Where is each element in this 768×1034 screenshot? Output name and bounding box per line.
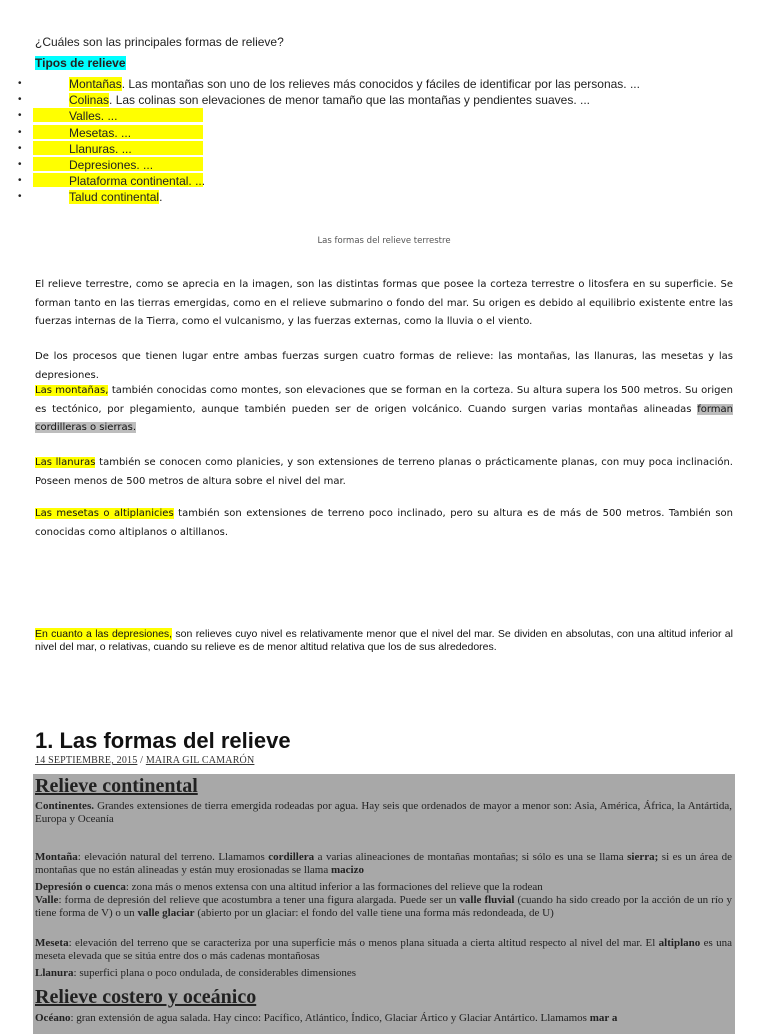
bullet-icon: • xyxy=(18,78,22,89)
term-label: mar a xyxy=(589,1012,618,1024)
forces-paragraph: De los procesos que tienen lugar entre ambas fuerzas surgen cuatro formas de relieve: las montañas, las llanuras, las mesetas y las depresiones. xyxy=(35,351,733,381)
term-definition: : gran extensión de agua salada. Hay cinco: Pacífico, Atlántico, Índico, Glaciar Ártico y Glaciar Antártico. Llamamos xyxy=(70,1012,590,1024)
oceano-entry xyxy=(35,1012,732,1025)
term-definition: : elevación natural del terreno. Llamamos xyxy=(77,851,269,863)
term-definition: : forma de depresión del relieve que acostumbra a tener una figura alargada. Puede ser un xyxy=(58,894,460,906)
meseta-entry xyxy=(35,937,732,963)
article-date-link[interactable]: 14 SEPTIEMBRE, 2015 xyxy=(35,755,138,766)
llanuras-paragraph xyxy=(35,454,733,491)
term-definition: : zona más o menos extensa con una altitud inferior a las formaciones del relieve que la rodean xyxy=(125,881,543,893)
term-definition: (cuando ha sido creado por la acción de un río y tiene forma de V) o un xyxy=(35,894,732,919)
montana-entry xyxy=(35,851,732,877)
costero-heading: Relieve costero y oceánico xyxy=(35,986,257,1008)
term-definition: a varias alineaciones de montañas montañas; si sólo es una se llama xyxy=(314,851,628,863)
depresiones-paragraph xyxy=(35,628,733,654)
term-label: valle fluvial xyxy=(459,894,515,906)
llanuras-lead: Las llanuras xyxy=(35,457,96,468)
term-label: macizo xyxy=(331,863,364,876)
list-item-term: Colinas xyxy=(69,93,110,108)
term-label: Llanura xyxy=(35,967,74,979)
term-label: valle glaciar xyxy=(137,906,195,919)
term-definition: es una meseta elevada que se sitúa entre dos o más cadenas montañosas xyxy=(35,937,732,962)
depresion-entry xyxy=(35,881,732,894)
list-item xyxy=(0,189,740,205)
term-definition: (abierto por un glaciar: el fondo del valle tiene una forma más redondeada, de U) xyxy=(194,906,554,919)
term-label: Océano xyxy=(35,1012,71,1024)
list-item-term: Talud continental xyxy=(69,190,160,205)
intro-paragraph: El relieve terrestre, como se aprecia en la imagen, son las distintas formas que posee la corteza terrestre o litosfera en su superficie. Se forman tanto en las tierras emergidas, como en el relieve submarino o fondo del mar. Su origen es debido al equilibrio existente entre las fuerzas internas de la Tierra, como el vulcanismo, y las fuerzas externas, como la lluvia o el viento. xyxy=(35,279,733,327)
bullet-icon: • xyxy=(18,126,22,138)
meta-separator: / xyxy=(137,755,146,766)
mesetas-text: también son extensiones de terreno poco inclinado, pero su altura es de más de 500 metros. También son conocidas como altiplanos o altillanos. xyxy=(35,508,733,538)
article-title: 1. Las formas del relieve xyxy=(35,728,291,753)
cordilleras-highlight: forman cordilleras o sierras. xyxy=(35,403,733,433)
list-item xyxy=(0,92,740,108)
list-item-term: Mesetas. ... xyxy=(69,125,132,140)
term-definition: si es un área de montañas que no están alineadas y están muy erosionadas se llama xyxy=(35,851,732,876)
valle-entry xyxy=(35,894,732,920)
term-label: Continentes. xyxy=(35,800,94,812)
list-item-term: Valles. ... xyxy=(69,109,118,124)
list-highlight xyxy=(33,108,203,122)
bullet-icon: • xyxy=(18,110,22,122)
list-item-term: Llanuras. ... xyxy=(69,141,132,156)
article-author-link[interactable]: MAIRA GIL CAMARÓN xyxy=(145,755,255,766)
list-item-text: . Las colinas son elevaciones de menor tamaño que las montañas y pendientes suaves. ... xyxy=(109,93,590,108)
depresiones-lead: En cuanto a las depresiones, xyxy=(35,628,173,640)
list-item xyxy=(0,157,740,173)
term-label: Depresión o cuenca xyxy=(35,881,126,893)
term-label: sierra; xyxy=(627,851,659,863)
mesetas-lead: Las mesetas o altiplanicies xyxy=(35,508,174,519)
term-label: Meseta xyxy=(35,937,69,949)
list-item-term: Montañas xyxy=(69,77,122,91)
list-item-term: Plataforma continental. ... xyxy=(69,174,206,189)
llanuras-text: también se conocen como planicies, y son extensiones de terreno planas o prácticamente planas, con muy poca inclinación. Poseen menos de 500 metros de altura sobre el nivel del mar. xyxy=(35,457,733,487)
continentes-entry xyxy=(35,800,732,826)
list-item xyxy=(0,108,740,124)
list-item xyxy=(0,173,740,189)
list-item-text: . Las montañas son uno de los relieves más conocidos y fáciles de identificar por las personas. ... xyxy=(121,77,640,91)
tipos-heading xyxy=(35,56,126,70)
depresiones-text: son relieves cuyo nivel es relativamente menor que el nivel del mar. Se dividen en absolutas, con una altitud inferior al nivel del mar, o relativas, cuando su relieve es de menor altitud relativa que los de sus alrededores. xyxy=(35,628,733,653)
term-label: cordillera xyxy=(268,851,315,863)
montanas-paragraph xyxy=(35,382,733,438)
list-item-text: . xyxy=(159,190,163,205)
article-meta xyxy=(35,755,254,766)
term-label: Valle xyxy=(35,894,59,906)
bullet-icon: • xyxy=(18,94,22,106)
continental-heading: Relieve continental xyxy=(35,775,198,797)
llanura-entry xyxy=(35,967,732,980)
term-definition: : elevación del terreno que se caracteriza por una superficie más o menos plana situada a cierta altitud respecto al nivel del mar. El xyxy=(68,937,659,949)
montanas-text: también conocidas como montes, son elevaciones que se forman en la corteza. Su altura supera los 500 metros. Su origen es tectónico, por plegamiento, aunque también pueden ser de origen volcánico. Cuando surgen varias montañas alineadas xyxy=(35,385,733,415)
term-label: altiplano xyxy=(658,937,701,949)
bullet-icon: • xyxy=(18,158,22,170)
image-caption: Las formas del relieve terrestre xyxy=(317,236,451,246)
tipos-heading-label: Tipos de relieve xyxy=(35,56,126,70)
list-item xyxy=(0,125,740,141)
term-label: Montaña xyxy=(35,851,78,863)
relief-glossary-box xyxy=(33,774,735,1034)
relief-types-list xyxy=(0,76,740,206)
list-item xyxy=(0,76,740,92)
bullet-icon: • xyxy=(18,142,22,154)
question-text: ¿Cuáles son las principales formas de relieve? xyxy=(35,35,284,49)
bullet-icon: • xyxy=(18,191,22,203)
term-definition: Grandes extensiones de tierra emergida rodeadas por agua. Hay seis que ordenados de mayor a menor son: Asia, América, África, la Antártida, Europa y Oceanía xyxy=(35,800,732,825)
bullet-icon: • xyxy=(18,175,22,187)
term-definition: : superfici plana o poco ondulada, de considerables dimensiones xyxy=(73,967,357,979)
mesetas-paragraph xyxy=(35,505,733,542)
list-item xyxy=(0,141,740,157)
list-item-term: Depresiones. ... xyxy=(69,157,154,172)
montanas-lead: Las montañas, xyxy=(35,385,109,396)
